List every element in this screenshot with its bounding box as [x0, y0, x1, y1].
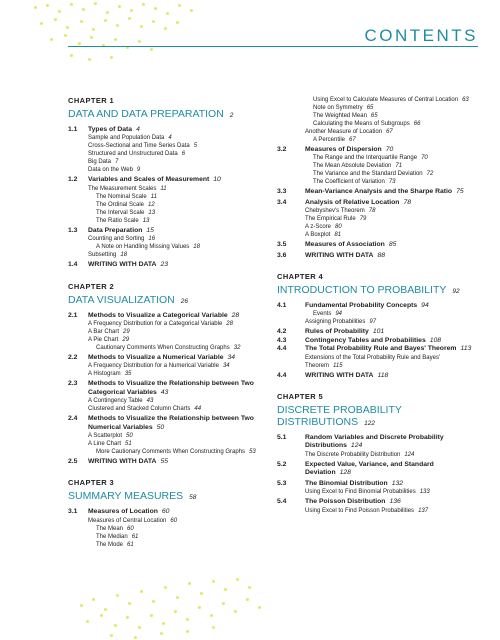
toc-section[interactable]: 1.4 WRITING WITH DATA 23 [68, 261, 169, 269]
chapter-label: CHAPTER 2 [68, 281, 115, 291]
toc-section[interactable]: 5.4 The Poisson Distribution 136 [277, 498, 401, 506]
toc-subentry[interactable]: A Boxplot 81 [305, 232, 342, 239]
toc-section[interactable]: 2.5 WRITING WITH DATA 55 [68, 458, 169, 466]
toc-subentry[interactable]: Data on the Web 9 [88, 167, 141, 174]
toc-section[interactable]: 3.3 Mean-Variance Analysis and the Sharpe Ratio 75 [277, 188, 464, 196]
toc-section[interactable]: 4.4 The Total Probability Rule and Bayes' Theorem 113 [277, 345, 472, 353]
toc-section[interactable]: 4.1 Fundamental Probability Concepts 94 [277, 302, 429, 310]
chapter-label: CHAPTER 3 [68, 478, 115, 488]
toc-section[interactable]: 1.2 Variables and Scales of Measurement 10 [68, 176, 221, 184]
toc-subentry[interactable]: The Ratio Scale 13 [96, 217, 150, 224]
toc-subentry[interactable]: A Line Chart 51 [88, 441, 132, 448]
chapter-label: CHAPTER 5 [277, 392, 324, 402]
page-title: CONTENTS [364, 26, 478, 45]
toc-subentry[interactable]: Counting and Sorting 16 [88, 236, 156, 243]
toc-subentry[interactable]: The Weighted Mean 65 [313, 113, 378, 119]
toc-section[interactable]: 1.1 Types of Data 4 [68, 126, 140, 133]
toc-subentry[interactable]: The Nominal Scale 11 [96, 193, 157, 200]
toc-section[interactable]: 3.2 Measures of Dispersion 70 [277, 146, 394, 153]
toc-subentry[interactable]: A z-Score 80 [305, 224, 342, 231]
toc-subentry[interactable]: A Bar Chart 29 [88, 329, 130, 336]
toc-subentry[interactable]: A Note on Handling Missing Values 18 [96, 244, 200, 251]
toc-subentry[interactable]: The Median 61 [96, 533, 139, 540]
toc-subentry[interactable]: A Frequency Distribution for a Categorical Variable 28 [88, 321, 233, 328]
toc-column-right [277, 96, 477, 515]
toc-subentry[interactable]: The Coefficient of Variation 73 [313, 179, 396, 186]
header-rule [68, 46, 478, 47]
toc-subentry[interactable]: The Mean Absolute Deviation 71 [313, 163, 403, 170]
toc-subentry[interactable]: A Percentile 67 [313, 137, 356, 143]
toc-section[interactable]: 4.3 Contingency Tables and Probabilities 108 [277, 336, 442, 344]
chapter-title: SUMMARY MEASURES 58 [68, 490, 197, 503]
toc-section[interactable]: 2.2 Methods to Visualize a Numerical Variable 34 [68, 354, 236, 362]
toc-subentry[interactable]: Chebyshev's Theorem 78 [305, 208, 376, 215]
decorative-dots-top [30, 0, 210, 70]
toc-subentry[interactable]: The Discrete Probability Distribution 124 [305, 451, 415, 458]
toc-subentry[interactable]: The Ordinal Scale 12 [96, 201, 155, 208]
toc-section[interactable]: 2.1 Methods to Visualize a Categorical Variable 28 [68, 311, 240, 319]
decorative-dots-bottom [70, 574, 290, 640]
toc-section[interactable]: 3.5 Measures of Association 85 [277, 241, 397, 249]
toc-section[interactable]: 2.3 Methods to Visualize the Relationship between Two Categorical Variables 43 [68, 380, 254, 396]
toc-subentry[interactable]: Calculating the Means of Subgroups 66 [313, 121, 421, 127]
chapter-label: CHAPTER 4 [277, 272, 324, 282]
toc-subentry[interactable]: The Empirical Rule 79 [305, 216, 367, 223]
toc-subentry[interactable]: Another Measure of Location 67 [305, 129, 393, 135]
toc-subentry[interactable]: The Interval Scale 13 [96, 209, 156, 216]
toc-subentry[interactable]: A Contingency Table 43 [88, 398, 154, 405]
toc-section[interactable]: 3.1 Measures of Location 60 [68, 508, 170, 516]
toc-section[interactable]: 2.4 Methods to Visualize the Relationship between Two Numerical Variables 50 [68, 415, 254, 431]
toc-subentry[interactable]: Assigning Probabilities 97 [305, 319, 377, 326]
toc-subentry[interactable]: Big Data 7 [88, 159, 119, 166]
toc-section[interactable]: 4.4 WRITING WITH DATA 118 [277, 371, 389, 379]
chapter-title: DISCRETE PROBABILITY DISTRIBUTIONS 122 [277, 404, 402, 429]
toc-subentry[interactable]: Subsetting 18 [88, 252, 128, 259]
toc-subentry[interactable]: A Histogram 35 [88, 371, 132, 378]
toc-subentry[interactable]: More Cautionary Comments When Constructing Graphs 53 [96, 449, 256, 456]
toc-subentry[interactable]: Using Excel to Calculate Measures of Central Location 63 [313, 97, 469, 103]
toc-subentry[interactable]: Clustered and Stacked Column Charts 44 [88, 406, 202, 413]
toc-subentry[interactable]: Structured and Unstructured Data 6 [88, 151, 186, 158]
toc-subentry[interactable]: Sample and Population Data 4 [88, 135, 172, 142]
chapter-label: CHAPTER 1 [68, 96, 115, 105]
toc-subentry[interactable]: The Mode 61 [96, 541, 134, 548]
toc-subentry[interactable]: The Measurement Scales 11 [88, 185, 167, 192]
toc-subentry[interactable]: The Variance and the Standard Deviation 72 [313, 171, 434, 178]
toc-subentry[interactable]: A Frequency Distribution for a Numerical Variable 34 [88, 363, 230, 370]
toc-section[interactable]: 4.2 Rules of Probability 101 [277, 328, 385, 336]
toc-section[interactable]: 3.6 WRITING WITH DATA 88 [277, 251, 386, 259]
toc-column-left [68, 96, 280, 549]
chapter-title: DATA VISUALIZATION 26 [68, 293, 189, 306]
toc-subentry[interactable]: Using Excel to Find Poisson Probabilities 137 [305, 507, 429, 514]
toc-section[interactable]: 3.4 Analysis of Relative Location 78 [277, 198, 411, 206]
chapter-title: INTRODUCTION TO PROBABILITY 92 [277, 284, 460, 297]
toc-subentry[interactable]: The Range and the Interquartile Range 70 [313, 155, 428, 162]
toc-section[interactable]: 5.2 Expected Value, Variance, and Standard Deviation 128 [277, 460, 434, 477]
toc-subentry[interactable]: Cautionary Comments When Constructing Graphs 32 [96, 345, 241, 352]
toc-section[interactable]: 5.1 Random Variables and Discrete Probability Distributions 124 [277, 434, 444, 450]
toc-section[interactable]: 1.3 Data Preparation 15 [68, 226, 154, 234]
chapter-title: DATA AND DATA PREPARATION 2 [68, 108, 234, 120]
toc-section[interactable]: 5.3 The Binomial Distribution 132 [277, 479, 404, 487]
toc-subentry[interactable]: Extensions of the Total Probability Rule and Bayes' Theorem 115 [305, 354, 441, 369]
toc-subentry[interactable]: A Scatterplot 50 [88, 433, 133, 440]
toc-subentry[interactable]: The Mean 60 [96, 525, 134, 532]
toc-subentry[interactable]: Measures of Central Location 60 [88, 517, 178, 524]
toc-subentry[interactable]: Events 94 [313, 311, 343, 318]
toc-subentry[interactable]: Cross-Sectional and Time Series Data 5 [88, 143, 198, 150]
toc-subentry[interactable]: Note on Symmetry 65 [313, 105, 374, 111]
toc-subentry[interactable]: A Pie Chart 29 [88, 337, 130, 344]
toc-subentry[interactable]: Using Excel to Find Binomial Probabilities 133 [305, 489, 430, 496]
